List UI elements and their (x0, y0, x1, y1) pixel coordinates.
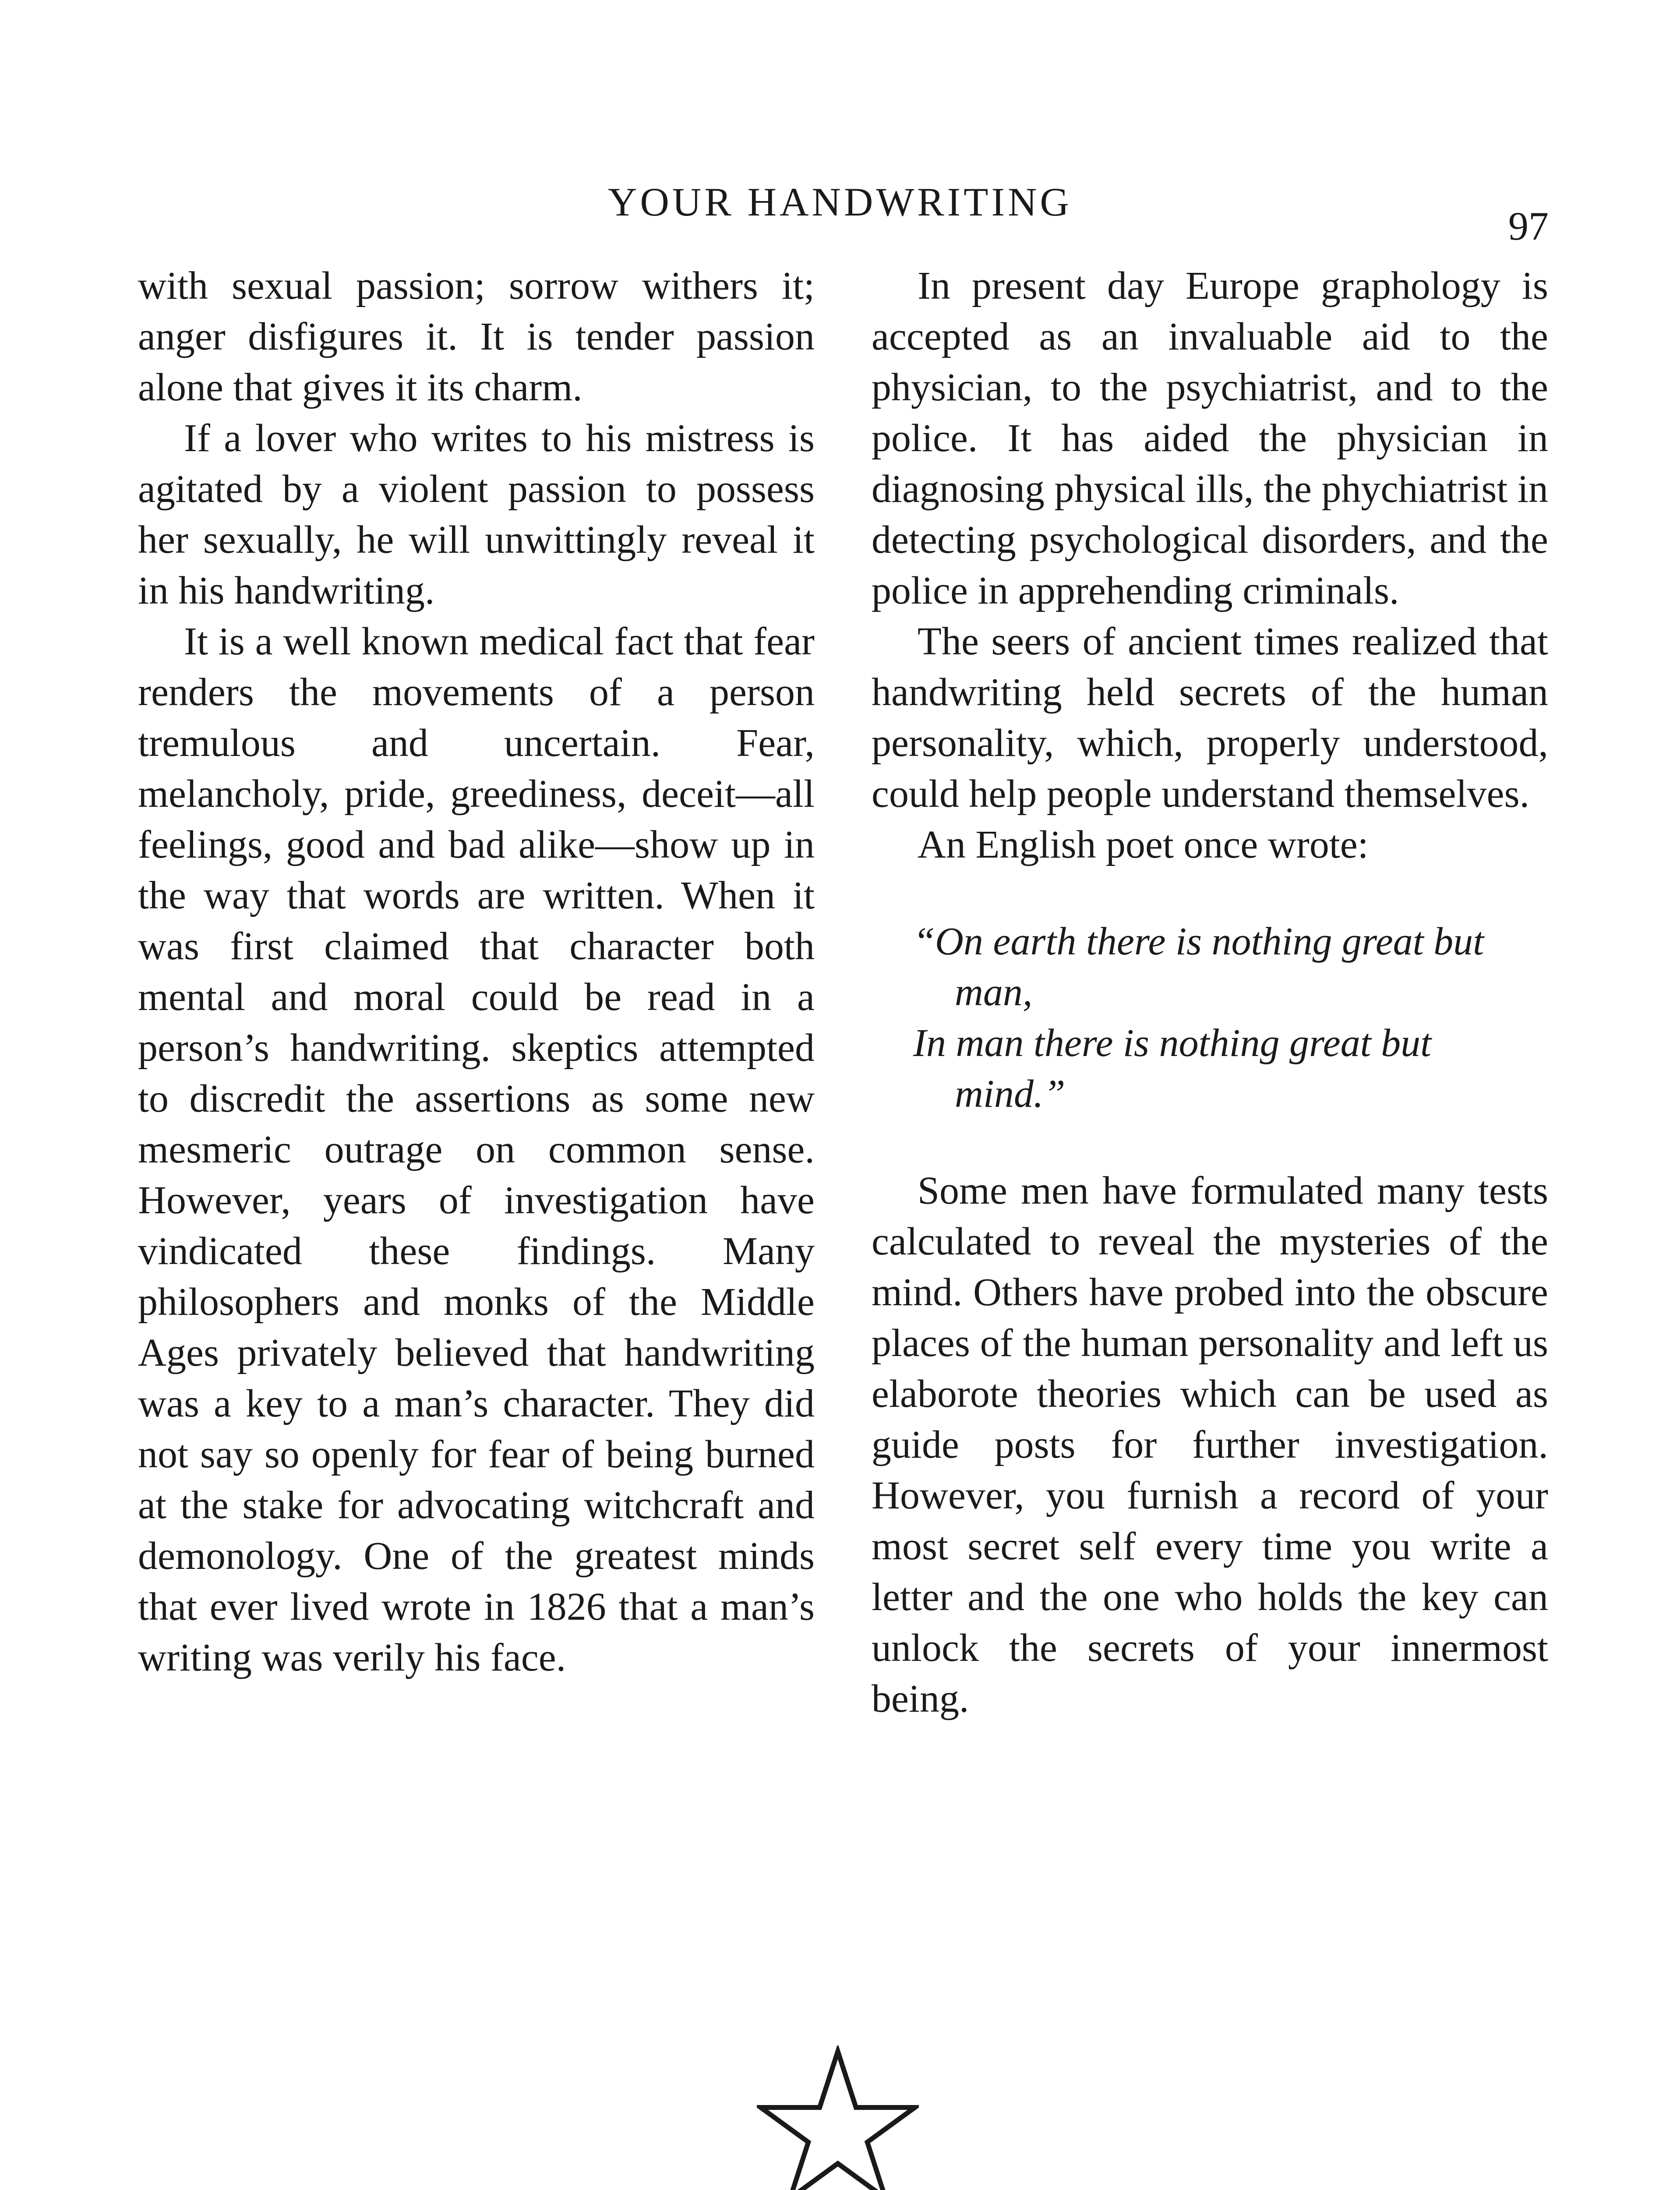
paragraph: The seers of ancient times realized that handwriting held secrets of the human personality, which, properly understood, could help people understand themselves. (872, 620, 1548, 816)
verse-line: “On earth there is nothing great but man, (913, 920, 1484, 1014)
left-column (138, 261, 815, 1683)
paragraph: In present day Europe graphology is accepted as an invaluable aid to the physician, to the psychiatrist, and to the police. It has aided the physician in diagnosing physical ills, the phychiatrist in detecting psychological disorders, and the police in apprehending criminals. (872, 264, 1548, 612)
verse-quotation (913, 916, 1548, 1120)
right-column (872, 261, 1548, 1724)
paragraph: with sexual passion; sorrow withers it; anger disfigures it. It is tender passion alone that gives it its charm. (138, 264, 815, 409)
running-head: YOUR HANDWRITING (608, 180, 1072, 224)
verse-line: In man there is nothing great but mind.” (913, 1021, 1432, 1116)
page-number: 97 (1508, 204, 1549, 248)
star-outline-icon (757, 2045, 919, 2190)
paragraph: If a lover who writes to his mistress is agitated by a violent passion to possess her sexually, he will unwittingly reveal it in his handwriting. (138, 417, 815, 612)
paragraph: Some men have formulated many tests calculated to reveal the mysteries of the mind. Others have probed into the obscure places of the human personality and left us elaborote theories which can be used as guide posts for further investigation. However, you furnish a record of your most secret self every time you write a letter and the one who holds the key can unlock the secrets of your innermost being. (872, 1169, 1548, 1720)
paragraph: It is a well known medical fact that fear renders the movements of a person tremulous and uncertain. Fear, melancholy, pride, greediness, deceit—all feelings, good and bad alike—show up in the way that words are written. When it was first claimed that character both mental and moral could be read in a person’s handwriting. skeptics attempted to discredit the assertions as some new mesmeric outrage on common sense. However, years of investigation have vindicated these findings. Many philosophers and monks of the Middle Ages privately believed that handwriting was a key to a man’s character. They did not say so openly for fear of being burned at the stake for advocating witchcraft and demonology. One of the greatest minds that ever lived wrote in 1826 that a man’s writing was verily his face. (138, 620, 815, 1679)
paragraph: An English poet once wrote: (918, 823, 1369, 866)
